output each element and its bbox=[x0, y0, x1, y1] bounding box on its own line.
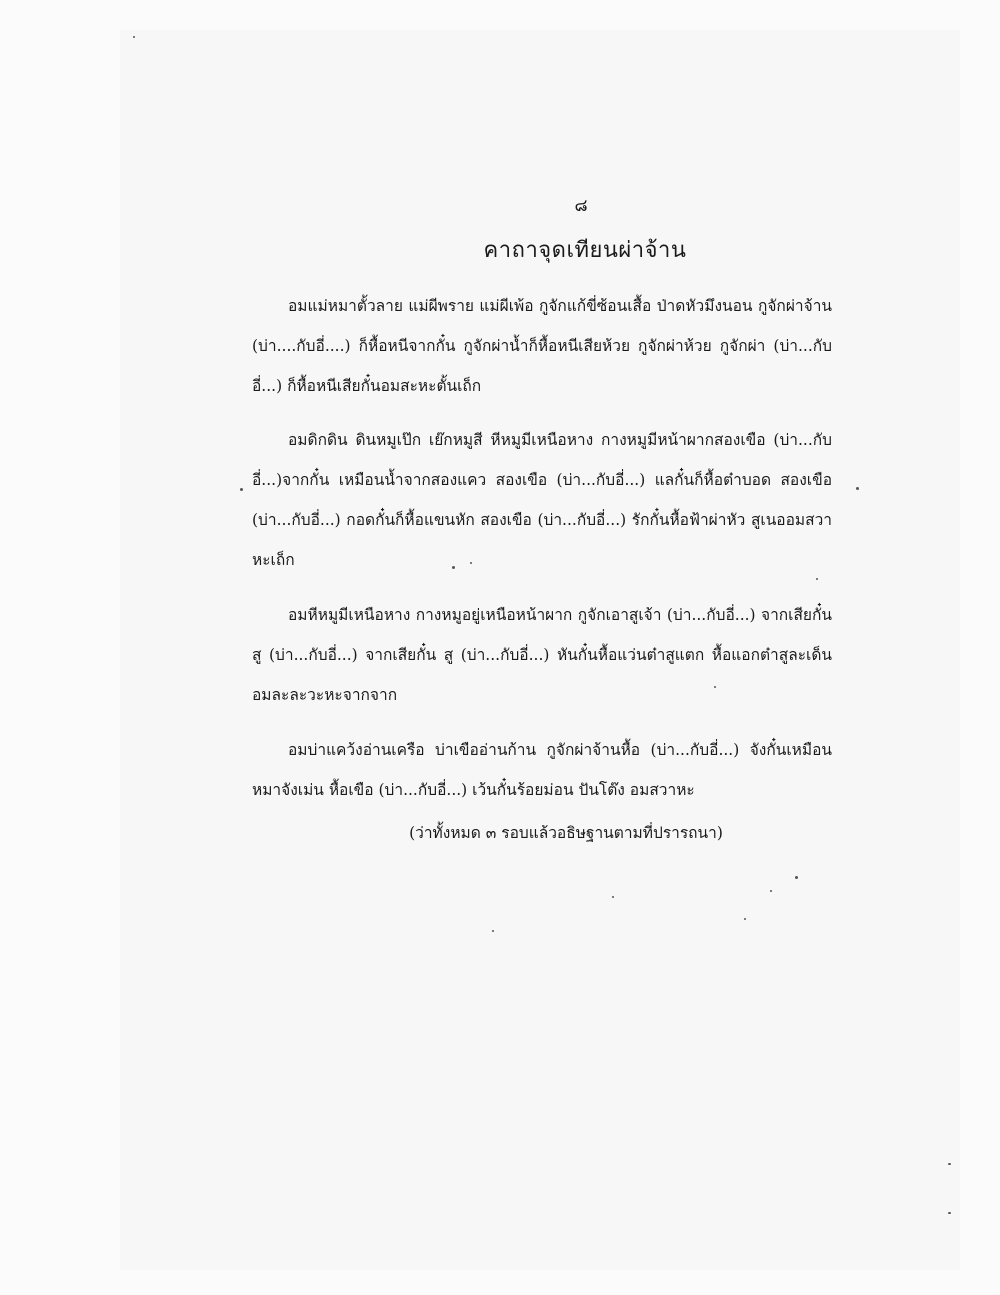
scan-speck bbox=[714, 686, 716, 688]
scan-speck bbox=[795, 876, 798, 879]
scan-speck bbox=[744, 918, 746, 920]
paragraph-3: อมหีหมูมีเหนือหาง กางหมูอยู่เหนือหน้าผาก กูจักเอาสูเจ้า (บ่า...กับอี่...) จากเสียกั๋น สู (บ่า...กับอี่...) จากเสียกั๋น สู (บ่า...กับอี่...) หันกั๋นหื้อแว่นต๋าสูแตก หื้อแอกต๋าสูละเด็น อมละละวะหะจากจาก bbox=[252, 606, 832, 704]
paragraph-4: อมบ่าแคว้งอ่านเครือ บ่าเขืออ่านก้าน กูจักผ่าจ้านหื้อ (บ่า...กับอี่...) จังกั๋นเหมือนหมาจังเม่น หื้อเขือ (บ่า...กับอี่...) เว้นกั๋นร้อยม่อน ปันโต๊ง อมสวาหะ bbox=[252, 741, 832, 799]
page-number: ๘ bbox=[574, 196, 588, 216]
scan-speck bbox=[948, 1212, 951, 1214]
scan-speck bbox=[133, 36, 135, 38]
scan-speck bbox=[470, 562, 472, 564]
scan-speck bbox=[452, 566, 455, 569]
scan-speck bbox=[856, 487, 859, 490]
scan-speck bbox=[816, 578, 818, 580]
scan-speck bbox=[492, 930, 494, 932]
page-title: คาถาจุดเทียนผ่าจ้าน bbox=[483, 238, 687, 263]
closing-note: (ว่าทั้งหมด ๓ รอบแล้วอธิษฐานตามที่ปรารถนา) bbox=[409, 824, 723, 842]
scan-speck bbox=[612, 896, 614, 898]
scan-speck bbox=[770, 890, 772, 892]
paragraph-2: อมดิกดิน ดินหมูเป๊ก เย๊กหมูสี หีหมูมีเหนือหาง กางหมูมีหน้าผากสองเขือ (บ่า...กับอี่...)จากกั๋น เหมือนน้ำจากสองแคว สองเขือ (บ่า...กับอี่...) แลกั๋นก็หื้อต๋าบอด สองเขือ (บ่า...กับอี่...) กอดกั๋นก็หื้อแขนหัก สองเขือ (บ่า...กับอี่...) รักกั๋นหื้อฟ้าผ่าหัว สูเนออมสวาหะเถ็ก bbox=[252, 431, 832, 569]
paragraph-1: อมแม่หมาตั้วลาย แม่ผีพราย แม่ผีเพ้อ กูจักแก้ขี่ซ้อนเสื้อ ป่าดหัวมึงนอน กูจักผ่าจ้าน (บ่า....กับอี่....) ก็หื้อหนีจากกั๋น กูจักผ่าน้ำก็หื้อหนีเสียห้วย กูจักผ่าห้วย กูจักผ่า (บ่า...กับอี่...) ก็หื้อหนีเสียกั๋นอมสะหะตั้นเถ็ก bbox=[252, 297, 832, 395]
scan-speck bbox=[240, 488, 243, 491]
scan-speck bbox=[948, 1163, 951, 1165]
